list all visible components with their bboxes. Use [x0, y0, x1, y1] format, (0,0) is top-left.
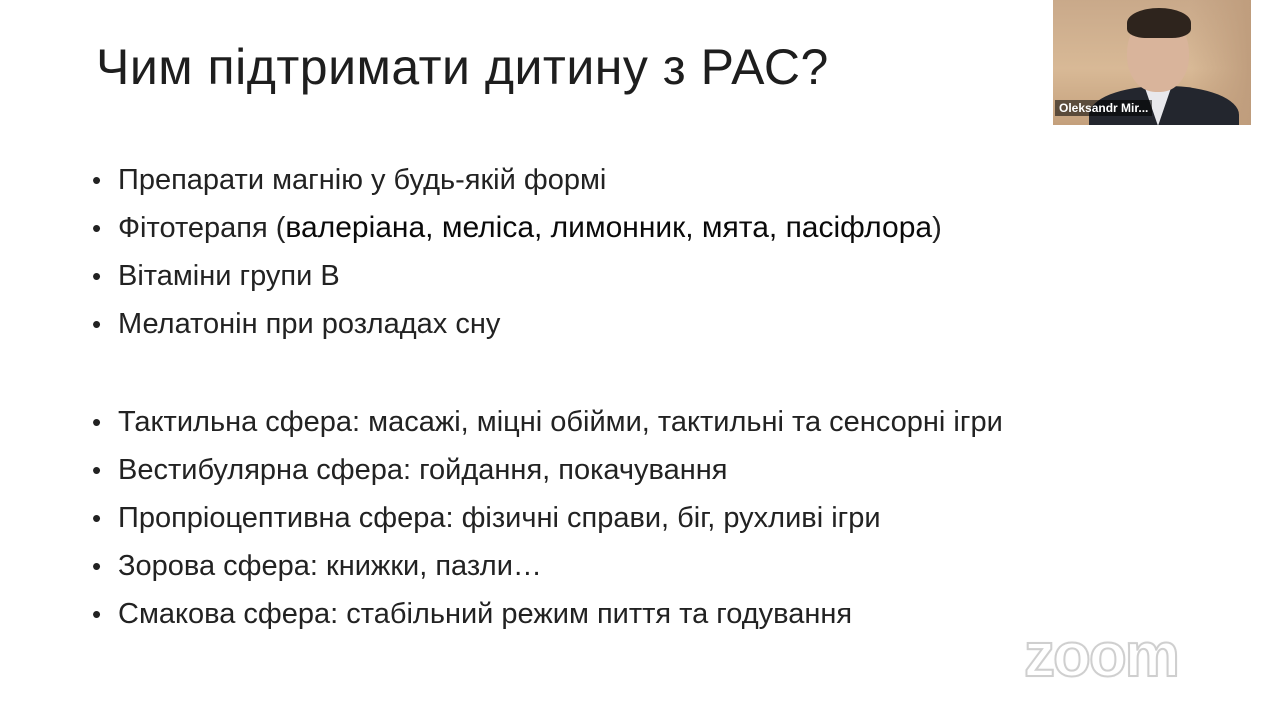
participant-name-label: Oleksandr Mir... — [1055, 100, 1152, 116]
bullet-text-herbs: валеріана, меліса, лимонник, мята, пасіфлора — [285, 211, 933, 244]
bullet-icon: • — [92, 598, 102, 629]
participant-video-tile[interactable] — [1053, 0, 1251, 125]
bullet-text: Зорова сфера: книжки, пазли… — [118, 549, 542, 582]
list-item — [92, 398, 1003, 446]
bullet-icon: • — [92, 260, 102, 291]
bullet-icon: • — [92, 212, 102, 243]
bullet-icon: • — [92, 502, 102, 533]
list-item — [92, 156, 1003, 204]
list-item — [92, 494, 1003, 542]
bullet-icon: • — [92, 454, 102, 485]
list-spacer — [92, 348, 1003, 398]
bullet-text-suffix: ) — [932, 211, 942, 244]
bullet-text: Смакова сфера: стабільний режим пиття та годування — [118, 597, 853, 630]
list-item — [92, 252, 1003, 300]
bullet-text-prefix: Фітотерапя ( — [118, 211, 286, 244]
list-item — [92, 542, 1003, 590]
bullet-text: Мелатонін при розладах сну — [118, 307, 501, 340]
bullet-text: Пропріоцептивна сфера: фізичні справи, біг, рухливі ігри — [118, 501, 881, 534]
bullet-list — [92, 156, 1003, 638]
slide-title: Чим підтримати дитину з РАС? — [96, 39, 829, 95]
bullet-text: Вестибулярна сфера: гойдання, покачування — [118, 453, 728, 486]
list-item — [92, 204, 1003, 252]
bullet-icon: • — [92, 164, 102, 195]
bullet-text: Тактильна сфера: масажі, міцні обійми, тактильні та сенсорні ігри — [118, 405, 1003, 438]
bullet-icon: • — [92, 406, 102, 437]
bullet-icon: • — [92, 308, 102, 339]
list-item — [92, 590, 1003, 638]
zoom-logo-watermark: zoom — [1024, 621, 1178, 690]
list-item — [92, 300, 1003, 348]
participant-hair — [1127, 8, 1191, 38]
list-item — [92, 446, 1003, 494]
bullet-text: Препарати магнію у будь-якій формі — [118, 163, 607, 196]
bullet-icon: • — [92, 550, 102, 581]
bullet-text: Вітаміни групи В — [118, 259, 340, 292]
